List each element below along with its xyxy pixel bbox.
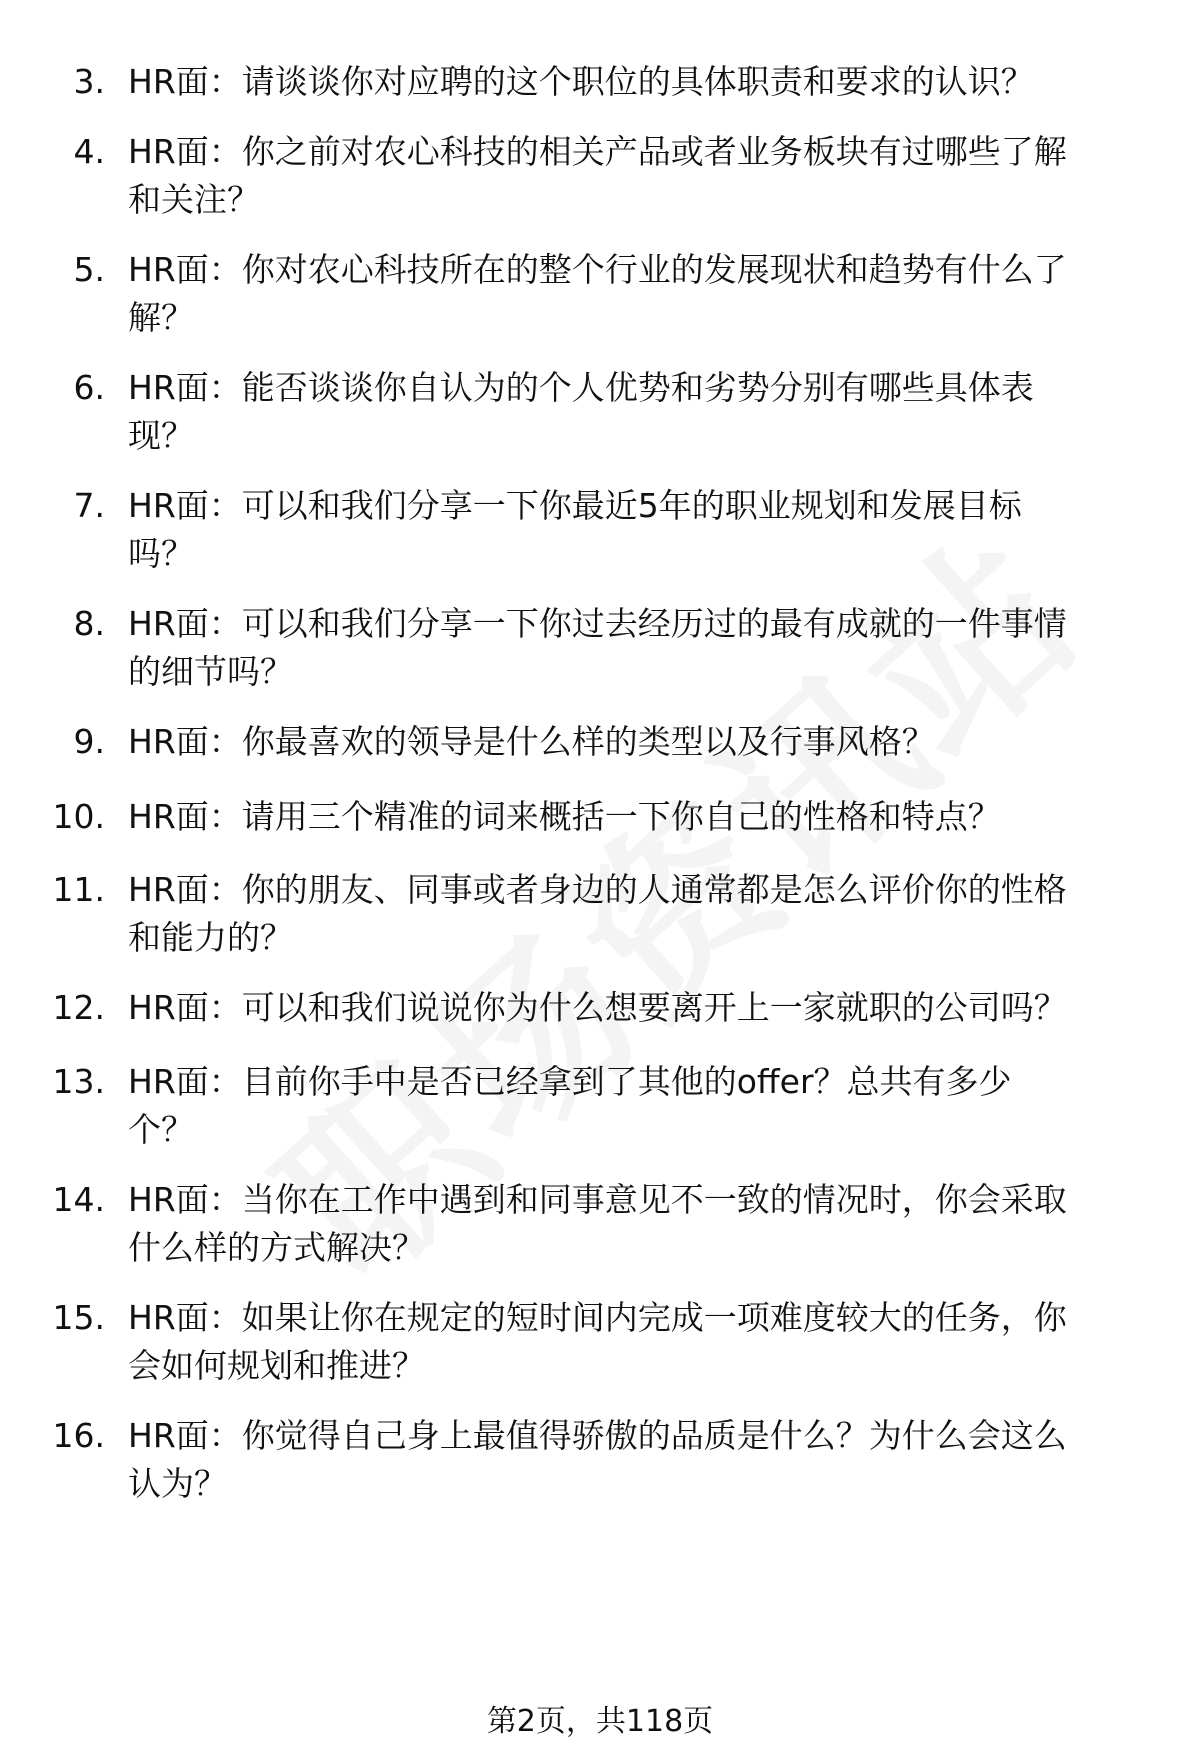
question-number: 12. [52,988,105,1027]
question-number: 16. [52,1416,105,1455]
question-text: HR面：你最喜欢的领导是什么样的类型以及行事风格？ [128,722,935,761]
question-number: 8. [73,604,105,643]
question-text: HR面：能否谈谈你自认为的个人优势和劣势分别有哪些具体表 现？ [128,368,1034,455]
question-number: 7. [73,486,105,525]
question-number: 5. [73,250,105,289]
question-text: HR面：可以和我们分享一下你最近5年的职业规划和发展目标 吗？ [128,486,1022,573]
question-text: HR面：你对农心科技所在的整个行业的发展现状和趋势有什么了 解？ [128,250,1067,337]
question-text: HR面：当你在工作中遇到和同事意见不一致的情况时，你会采取 什么样的方式解决？ [128,1180,1067,1267]
question-number: 3. [73,62,105,101]
question-number: 9. [73,722,105,761]
question-text: HR面：你觉得自己身上最值得骄傲的品质是什么？为什么会这么 认为？ [128,1416,1067,1503]
question-text: HR面：你的朋友、同事或者身边的人通常都是怎么评价你的性格 和能力的？ [128,870,1067,957]
question-text: HR面：可以和我们说说你为什么想要离开上一家就职的公司吗？ [128,988,1067,1027]
question-text: HR面：如果让你在规定的短时间内完成一项难度较大的任务，你 会如何规划和推进？ [128,1298,1067,1385]
question-number: 10. [52,797,105,836]
question-number: 11. [52,870,105,909]
question-text: HR面：你之前对农心科技的相关产品或者业务板块有过哪些了解 和关注？ [128,132,1067,219]
page-footer: 第2页，共118页 [486,1704,714,1739]
question-text: HR面：请谈谈你对应聘的这个职位的具体职责和要求的认识？ [128,62,1034,101]
question-number: 4. [73,132,105,171]
question-text: HR面：可以和我们分享一下你过去经历过的最有成就的一件事情 的细节吗？ [128,604,1067,691]
question-text: HR面：请用三个精准的词来概括一下你自己的性格和特点？ [128,797,1001,836]
question-number: 15. [52,1298,105,1337]
question-number: 6. [73,368,105,407]
question-number: 14. [52,1180,105,1219]
question-number: 13. [52,1062,105,1101]
question-text: HR面：目前你手中是否已经拿到了其他的offer？总共有多少 个？ [128,1062,1012,1149]
